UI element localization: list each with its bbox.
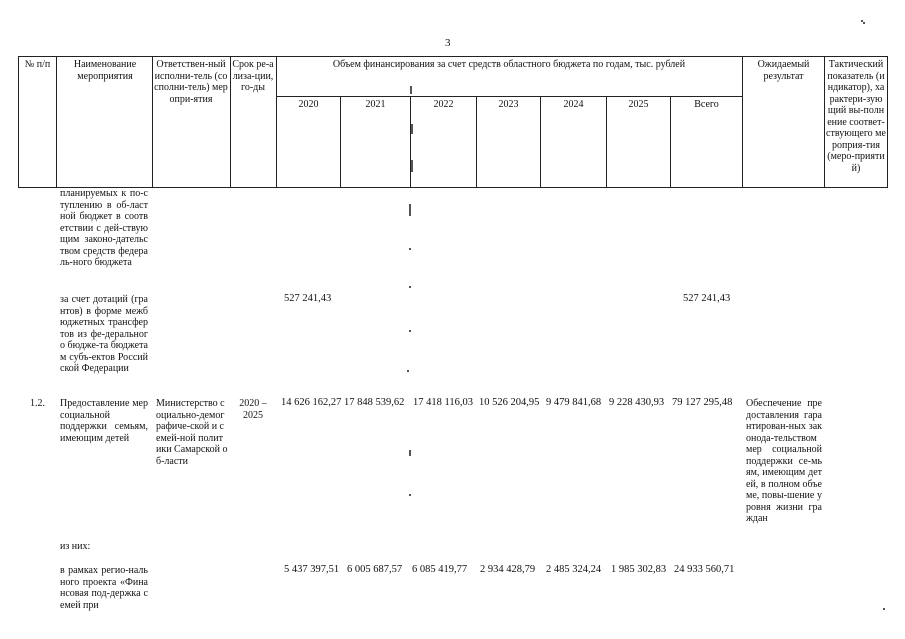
header-result: Ожидаемый результат: [757, 59, 810, 82]
col-border-2: [152, 56, 153, 188]
scan-artifact: [409, 286, 411, 288]
row-c-2023: 10 526 204,95: [479, 397, 540, 408]
scan-artifact: [411, 124, 413, 134]
row-c-2024: 9 479 841,68: [546, 397, 602, 408]
row-c-term: 2020 – 2025: [239, 398, 267, 421]
header-year-2020: 2020: [298, 99, 319, 110]
row-c-name: Предоставление мер социальной поддержки семьям, имеющим детей: [60, 398, 148, 444]
row-a-name: планируемых к по-ступлению в об-ластной бюджет в соответствии с дей-ствующим законо-дательством средств федераль-ного бюджета: [60, 188, 148, 268]
row-c-result: Обеспечение предоставления гарантирован-ных законода-тельством мер социальной поддержки се-мьям, имеющим детей, в полном объеме, повы-шение уровня жизни граждан: [746, 398, 822, 524]
scan-artifact: [409, 450, 411, 456]
header-indicator: Тактический показатель (индикатор), характери-зующий вы-полнение соответ-ствующего мероприя-тия (меро-приятий): [826, 59, 886, 174]
scan-artifact: [410, 86, 412, 94]
col-border-5: [742, 56, 743, 188]
page-number: 3: [445, 37, 451, 49]
header-year-2025: 2025: [628, 99, 649, 110]
row-e-2023: 2 934 428,79: [480, 564, 536, 575]
scan-artifact: [863, 22, 865, 24]
row-c-2025: 9 228 430,93: [609, 397, 665, 408]
col-border-6: [824, 56, 825, 188]
row-e-2022: 6 085 419,77: [412, 564, 468, 575]
scan-artifact: [883, 608, 885, 610]
row-b-name: за счет дотаций (грантов) в форме межбюджетных трансфертов из фе-дерального бюдже-та бюджетам субъ-ектов Российской Федерации: [60, 294, 148, 374]
scan-artifact: [409, 248, 411, 250]
scan-artifact: [409, 204, 411, 216]
row-e-name: в рамках регио-нального проекта «Финансовая под-держка семей при: [60, 565, 148, 611]
row-c-2022: 17 418 116,03: [413, 397, 473, 408]
scan-artifact: [407, 370, 409, 372]
header-executor: Ответствен-ный исполни-тель (сосполни-тель) меропри-ятия: [154, 59, 228, 105]
scan-artifact: [411, 160, 413, 172]
header-bottom-border: [18, 187, 887, 188]
header-year-2023: 2023: [498, 99, 519, 110]
row-e-2021: 6 005 687,57: [347, 564, 403, 575]
row-c-executor: Министерство социально-демографиче-ской и семей-ной политики Самарской об-ласти: [156, 398, 228, 467]
header-top-border: [18, 56, 887, 57]
col-border-4: [276, 56, 277, 188]
row-d-label: из них:: [60, 541, 91, 552]
scan-artifact: [409, 330, 411, 332]
scan-artifact: [409, 494, 411, 496]
header-year-2022: 2022: [433, 99, 454, 110]
col-border-left: [18, 56, 19, 188]
row-e-2025: 1 985 302,83: [611, 564, 667, 575]
row-c-2021: 17 848 539,62: [344, 397, 405, 408]
row-b-2020: 527 241,43: [284, 293, 332, 304]
header-number: № п/п: [24, 59, 51, 70]
row-e-2024: 2 485 324,24: [546, 564, 602, 575]
row-c-2020: 14 626 162,27: [281, 397, 342, 408]
header-year-2021: 2021: [365, 99, 386, 110]
row-b-total: 527 241,43: [683, 293, 731, 304]
col-border-right: [887, 56, 888, 188]
row-c-total: 79 127 295,48: [672, 397, 733, 408]
header-term: Срок ре-ализа-ции, го-ды: [232, 59, 274, 93]
col-border-1: [56, 56, 57, 188]
header-total: Всего: [694, 99, 719, 110]
row-e-2020: 5 437 397,51: [284, 564, 340, 575]
header-finance: Объем финансирования за счет средств областного бюджета по годам, тыс. рублей: [332, 59, 686, 70]
row-e-total: 24 933 560,71: [674, 564, 735, 575]
header-years-divider: [276, 96, 742, 97]
header-year-2024: 2024: [563, 99, 584, 110]
row-c-number: 1.2.: [30, 398, 45, 409]
header-name: Наименование мероприятия: [73, 59, 137, 82]
